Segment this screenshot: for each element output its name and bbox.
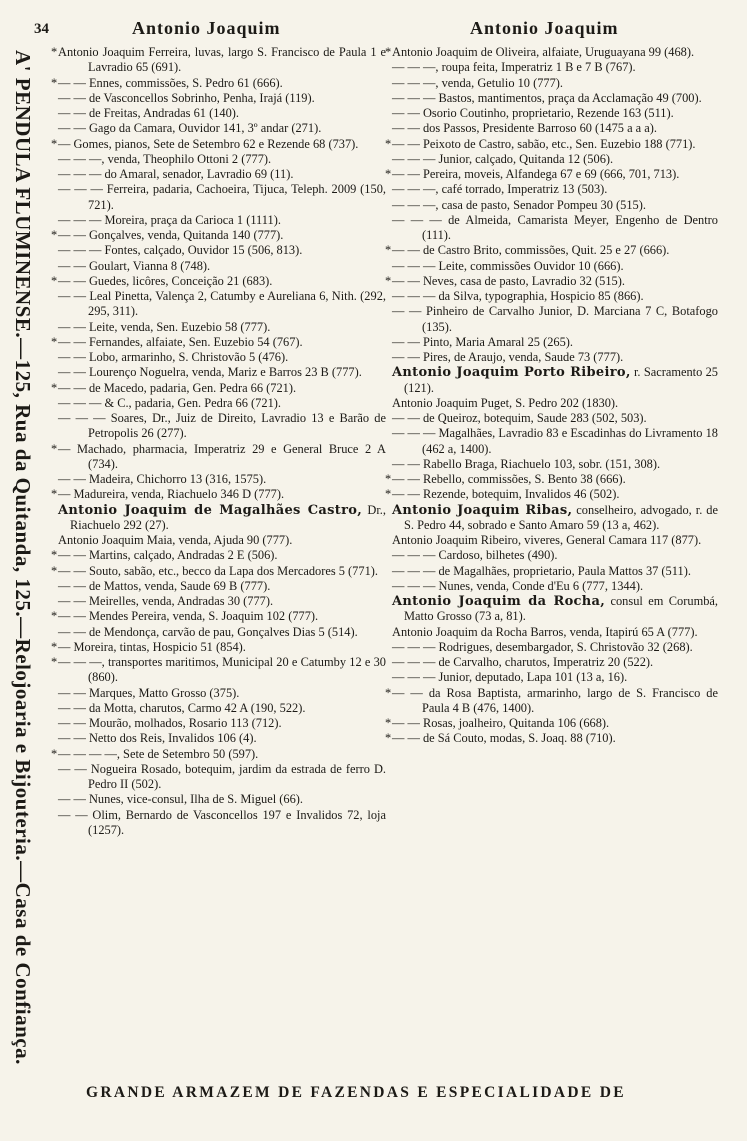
directory-entry: — — Pinheiro de Carvalho Junior, D. Marciana 7 C, Botafogo (135). (392, 304, 718, 334)
directory-entry: — — Marques, Matto Grosso (375). (58, 685, 240, 700)
directory-entry: — — — de Almeida, Camarista Meyer, Engenho de Dentro (111). (392, 212, 718, 242)
directory-entry: Antonio Joaquim Ribeiro, viveres, General Camara 117 (877). (392, 533, 702, 547)
directory-entry: — — Leite, venda, Sen. Euzebio 58 (777). (58, 319, 271, 334)
directory-entry: — — — Junior, deputado, Lapa 101 (13 a, 16). (392, 670, 628, 685)
footer-advertisement: GRANDE ARMAZEM DE FAZENDAS E ESPECIALIDADE DE (86, 1084, 626, 1101)
directory-entry: — — Nunes, vice-consul, Ilha de S. Miguel (66). (58, 792, 304, 807)
directory-entry: * — — Rebello, commissões, S. Bento 38 (666). (392, 472, 718, 487)
directory-entry: — — dos Passos, Presidente Barroso 60 (1475 a a a). (392, 121, 657, 136)
directory-entry: Antonio Joaquim Puget, S. Pedro 202 (1830). (392, 395, 619, 410)
vertical-advertisement: A' PENDULA FLUMINENSE.—125, Rua da Quitanda, 125.—Relojoaria e Bijouteria.—Casa de Confiança. (11, 50, 35, 1065)
directory-entry: * — — Guedes, licôres, Conceição 21 (683). (58, 274, 386, 289)
directory-entry: — — — Nunes, venda, Conde d'Eu 6 (777, 1344). (392, 578, 644, 593)
heading-details: conselheiro, advogado, r. de S. Pedro 44, sobrado e Santo Amaro 59 (13 a, 462). (404, 502, 719, 532)
heading-name: Antonio Joaquim Porto Ribeiro, (392, 365, 631, 381)
directory-entry: * — — de Macedo, padaria, Gen. Pedra 66 (721). (58, 381, 386, 396)
directory-entry: * — — Ennes, commissões, S. Pedro 61 (666). (58, 76, 386, 91)
directory-entry: — — Pires, de Araujo, venda, Saude 73 (777). (392, 350, 624, 364)
directory-entry: — — —, café torrado, Imperatriz 13 (503). (392, 182, 608, 197)
running-header-left: Antonio Joaquim (132, 18, 281, 38)
directory-entry: — — — Ferreira, padaria, Cachoeira, Tijuca, Teleph. 2009 (150, 721). (58, 182, 386, 212)
directory-entry: — — de Freitas, Andradas 61 (140). (58, 106, 240, 120)
directory-entry: — — Meirelles, venda, Andradas 30 (777). (58, 594, 274, 608)
directory-entry: * — — Rosas, joalheiro, Quitanda 106 (668). (392, 716, 718, 731)
directory-entry: — — de Queiroz, botequim, Saude 283 (502, 503). (392, 411, 647, 425)
directory-entry: — — — Soares, Dr., Juiz de Direito, Lavradio 13 e Barão de Petropolis 26 (277). (58, 411, 386, 441)
directory-entry: — — — Rodrigues, desembargador, S. Christovão 32 (268). (392, 639, 693, 654)
directory-entry: — — —, venda, Theophilo Ottoni 2 (777). (58, 151, 272, 166)
directory-entry: * — — de Sá Couto, modas, S. Joaq. 88 (710). (392, 731, 718, 746)
directory-entry: — — — Cardoso, bilhetes (490). (392, 548, 558, 563)
directory-entry: — — — de Magalhães, proprietario, Paula Mattos 37 (511). (392, 563, 691, 578)
directory-entry: — — Nogueira Rosado, botequim, jardim da estrada de ferro D. Pedro II (502). (58, 761, 386, 791)
heading-details: Dr., Riachuelo 292 (27). (70, 502, 386, 532)
section-heading (392, 365, 718, 396)
directory-entry: — — — Fontes, calçado, Ouvidor 15 (506, 813). (58, 243, 303, 258)
section-heading (392, 594, 718, 625)
heading-name: Antonio Joaquim de Magalhães Castro, (58, 502, 363, 518)
directory-entry: — — Pinto, Maria Amaral 25 (265). (392, 334, 574, 349)
directory-entry: * — — Gonçalves, venda, Quitanda 140 (777). (58, 228, 386, 243)
directory-entry: — — — & C., padaria, Gen. Pedra 66 (721). (58, 395, 281, 410)
directory-entry: * — — Rezende, botequim, Invalidos 46 (502). (392, 487, 718, 502)
directory-entry: * — — — —, Sete de Setembro 50 (597). (58, 747, 386, 762)
directory-entry: * — — —, transportes maritimos, Municipal 20 e Catumby 12 e 30 (860). (58, 655, 386, 686)
directory-entry: Antonio Joaquim Maia, venda, Ajuda 90 (777). (58, 533, 293, 547)
directory-entry: * — — Martins, calçado, Andradas 2 E (506). (58, 548, 386, 563)
directory-entry: — — — Moreira, praça da Carioca 1 (1111). (58, 212, 281, 227)
directory-entry: — — Gago da Camara, Ouvidor 141, 3º andar (271). (58, 121, 322, 136)
directory-entry: — — — Magalhães, Lavradio 83 e Escadinhas do Livramento 18 (462 a, 1400). (392, 426, 718, 456)
directory-entry: — — —, casa de pasto, Senador Pompeu 30 (515). (392, 197, 646, 212)
directory-entry: * — Gomes, pianos, Sete de Setembro 62 e Rezende 68 (737). (58, 137, 386, 152)
directory-entry: — — Goulart, Vianna 8 (748). (58, 258, 211, 273)
running-header-right: Antonio Joaquim (470, 18, 619, 38)
directory-entry: * — Machado, pharmacia, Imperatriz 29 e General Bruce 2 A (734). (58, 442, 386, 473)
directory-entry: * — — de Castro Brito, commissões, Quit. 25 e 27 (666). (392, 243, 718, 258)
directory-entry: — — Osorio Coutinho, proprietario, Rezende 163 (511). (392, 106, 674, 120)
directory-entry: — — de Vasconcellos Sobrinho, Penha, Irajá (119). (58, 90, 315, 105)
heading-details: r. Sacramento 25 (121). (404, 365, 718, 395)
section-heading (58, 503, 386, 534)
page-number: 34 (34, 21, 49, 37)
directory-entry: * — — Fernandes, alfaiate, Sen. Euzebio 54 (767). (58, 335, 386, 350)
directory-entry: — — — Bastos, mantimentos, praça da Acclamação 49 (700). (392, 90, 702, 105)
directory-entry: * — — Neves, casa de pasto, Lavradio 32 (515). (392, 274, 718, 289)
directory-entry: — — de Mattos, venda, Saude 69 B (777). (58, 578, 271, 593)
section-heading (392, 503, 718, 534)
directory-entry: — — Leal Pinetta, Valença 2, Catumby e Aureliana 6, Nith. (292, 295, 311). (58, 289, 386, 319)
directory-entry: * Antonio Joaquim Ferreira, luvas, largo S. Francisco de Paula 1 e Lavradio 65 (691). (58, 45, 386, 76)
directory-entry: — — — do Amaral, senador, Lavradio 69 (11). (58, 167, 294, 181)
directory-entry: * — — Peixoto de Castro, sabão, etc., Sen. Euzebio 188 (771). (392, 137, 718, 152)
right-directory-column (392, 45, 718, 747)
directory-entry: — — Olim, Bernardo de Vasconcellos 197 e Invalidos 72, loja (1257). (58, 807, 386, 837)
directory-entry: — — — de Carvalho, charutos, Imperatriz 20 (522). (392, 655, 654, 669)
directory-entry: Antonio Joaquim da Rocha Barros, venda, Itapirú 65 A (777). (392, 624, 698, 639)
heading-name: Antonio Joaquim da Rocha, (392, 594, 606, 609)
directory-entry: — — —, roupa feita, Imperatriz 1 B e 7 B (767). (392, 60, 636, 75)
directory-entry: * Antonio Joaquim de Oliveira, alfaiate, Uruguayana 99 (468). (392, 45, 718, 60)
directory-entry: — — — Junior, calçado, Quitanda 12 (506). (392, 151, 614, 166)
directory-entry: * — — da Rosa Baptista, armarinho, largo de S. Francisco de Paula 4 B (476, 1400). (392, 686, 718, 717)
directory-entry: — — Netto dos Reis, Invalidos 106 (4). (58, 731, 257, 746)
left-directory-column (58, 45, 386, 838)
directory-entry: * — — Pereira, moveis, Alfandega 67 e 69 (666, 701, 713). (392, 167, 718, 182)
directory-entry: * — — Mendes Pereira, venda, S. Joaquim 102 (777). (58, 609, 386, 624)
directory-entry: — — Mourão, molhados, Rosario 113 (712). (58, 716, 282, 730)
directory-entry: — — — da Silva, typographia, Hospicio 85 (866). (392, 289, 644, 303)
directory-entry: * — Moreira, tintas, Hospicio 51 (854). (58, 640, 386, 655)
directory-entry: — — de Mendonça, carvão de pau, Gonçalves Dias 5 (514). (58, 624, 358, 639)
heading-name: Antonio Joaquim Ribas, (392, 502, 573, 518)
directory-entry: * — Madureira, venda, Riachuelo 346 D (777). (58, 487, 386, 502)
directory-entry: — — Rabello Braga, Riachuelo 103, sobr. (151, 308). (392, 456, 661, 471)
heading-details: consul em Corumbá, Matto Grosso (73 a, 81). (404, 594, 718, 624)
directory-entry: — — da Motta, charutos, Carmo 42 A (190, 522). (58, 700, 306, 715)
directory-entry: — — — Leite, commissões Ouvidor 10 (666). (392, 258, 624, 273)
directory-entry: — — —, venda, Getulio 10 (777). (392, 75, 564, 90)
directory-entry: — — Madeira, Chichorro 13 (316, 1575). (58, 472, 267, 486)
directory-entry: — — Lourenço Noguelra, venda, Mariz e Barros 23 B (777). (58, 365, 362, 380)
directory-entry: — — Lobo, armarinho, S. Christovão 5 (476). (58, 350, 289, 364)
directory-entry: * — — Souto, sabão, etc., becco da Lapa dos Mercadores 5 (771). (58, 564, 386, 579)
